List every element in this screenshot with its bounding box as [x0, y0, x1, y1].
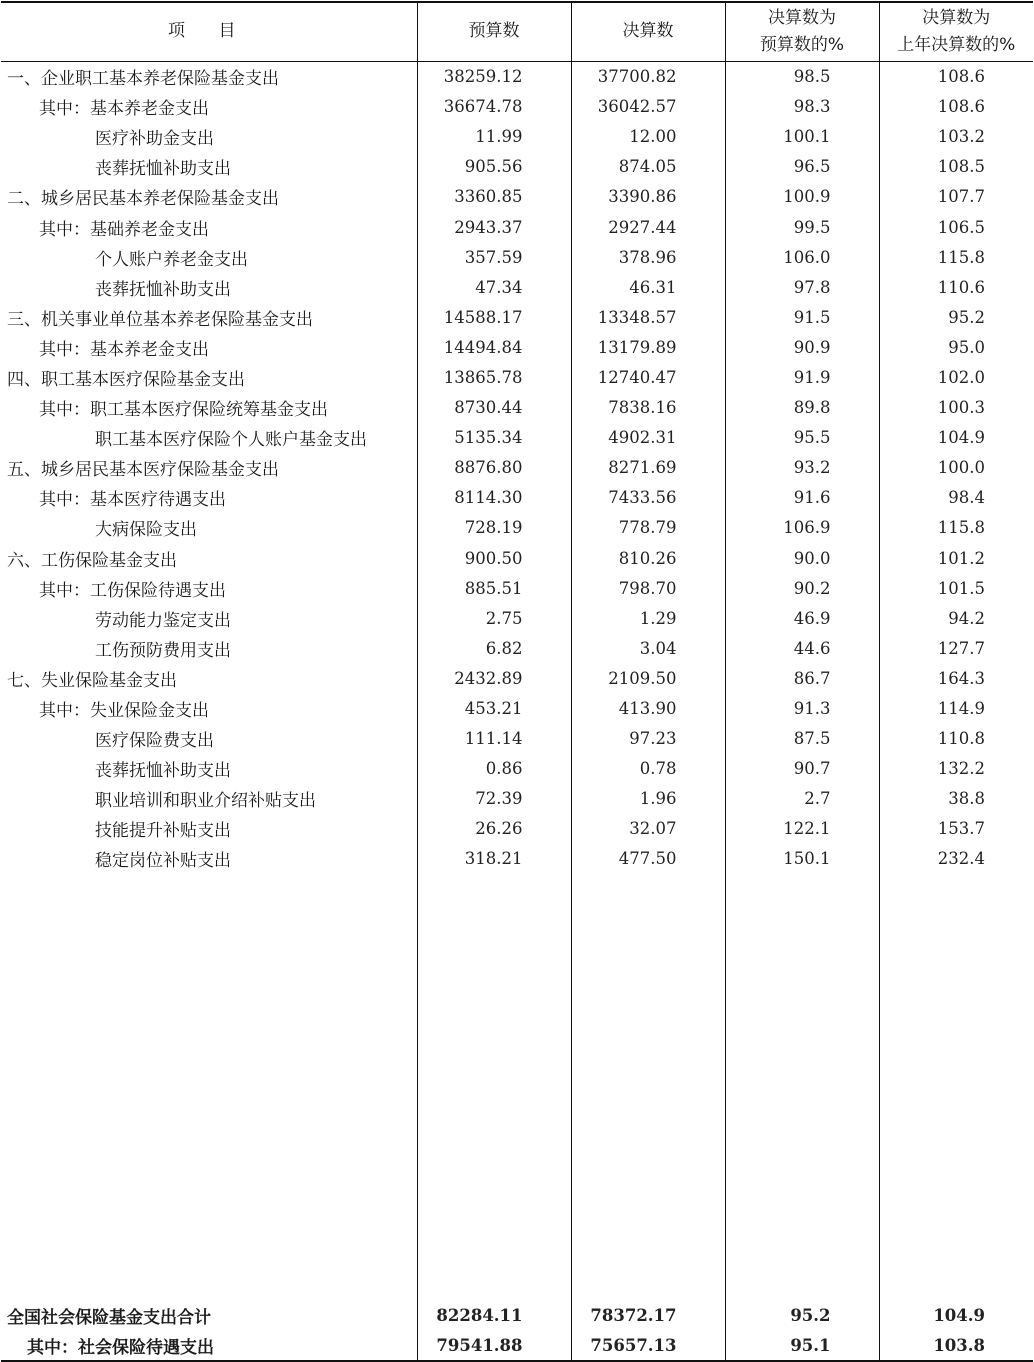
row-final: 3.04 [571, 633, 725, 663]
row-label: 职业培训和职业介绍补贴支出 [95, 791, 316, 812]
row-label: 四、职工基本医疗保险基金支出 [7, 369, 245, 390]
table-row [1, 844, 1033, 874]
row-budget: 357.59 [417, 242, 571, 272]
row-budget: 5135.34 [417, 423, 571, 453]
row-label: 医疗保险费支出 [95, 731, 214, 752]
row-budget: 11.99 [417, 122, 571, 152]
row-label: 其中：基本养老金支出 [39, 339, 209, 360]
row-budget: 8876.80 [417, 453, 571, 483]
table-row [1, 272, 1033, 302]
row-label: 其中：职工基本医疗保险统筹基金支出 [39, 400, 328, 421]
row-pct-prev: 100.0 [879, 453, 1033, 483]
table-row [1, 754, 1033, 784]
row-budget: 900.50 [417, 543, 571, 573]
row-pct-budget: 86.7 [725, 663, 879, 693]
row-label: 医疗补助金支出 [95, 129, 214, 150]
row-pct-budget: 100.1 [725, 122, 879, 152]
table-row [1, 423, 1033, 453]
row-label: 一、企业职工基本养老保险基金支出 [7, 69, 279, 90]
total-label: 全国社会保险基金支出合计 [7, 1307, 211, 1328]
budget-expenditure-table-page [1, 1, 1033, 1358]
table-row [1, 182, 1033, 212]
row-pct-prev: 153.7 [879, 814, 1033, 844]
table-row [1, 663, 1033, 693]
row-final: 2109.50 [571, 663, 725, 693]
row-pct-prev: 232.4 [879, 844, 1033, 874]
header-pct-budget-line1: 决算数为 [768, 7, 836, 28]
table-row [1, 603, 1033, 633]
row-pct-budget: 93.2 [725, 453, 879, 483]
row-budget: 728.19 [417, 513, 571, 543]
row-pct-prev: 108.6 [879, 61, 1033, 92]
row-label: 五、城乡居民基本医疗保险基金支出 [7, 460, 279, 481]
row-final: 810.26 [571, 543, 725, 573]
row-label: 丧葬抚恤补助支出 [95, 279, 231, 300]
row-budget: 2.75 [417, 603, 571, 633]
row-budget: 26.26 [417, 814, 571, 844]
table-row [1, 92, 1033, 122]
total-final: 78372.17 [571, 1300, 725, 1330]
row-pct-budget: 96.5 [725, 152, 879, 182]
row-label: 个人账户养老金支出 [95, 249, 248, 270]
row-final: 3390.86 [571, 182, 725, 212]
subtotal-budget: 79541.88 [417, 1330, 571, 1361]
row-pct-budget: 90.9 [725, 332, 879, 362]
row-label: 工伤预防费用支出 [95, 640, 231, 661]
table-row [1, 693, 1033, 723]
row-budget: 2943.37 [417, 212, 571, 242]
row-pct-budget: 90.0 [725, 543, 879, 573]
row-pct-budget: 91.6 [725, 483, 879, 513]
row-final: 8271.69 [571, 453, 725, 483]
row-budget: 8730.44 [417, 393, 571, 423]
row-label: 技能提升补贴支出 [95, 821, 231, 842]
total-pct-budget: 95.2 [725, 1300, 879, 1330]
row-label: 七、失业保险基金支出 [7, 670, 177, 691]
row-final: 97.23 [571, 724, 725, 754]
row-pct-prev: 115.8 [879, 242, 1033, 272]
row-pct-budget: 46.9 [725, 603, 879, 633]
row-label: 其中：基本医疗待遇支出 [39, 490, 226, 511]
row-pct-prev: 38.8 [879, 784, 1033, 814]
table-row [1, 724, 1033, 754]
table-row [1, 362, 1033, 392]
row-pct-prev: 127.7 [879, 633, 1033, 663]
header-pct-prev-line2: 上年决算数的% [897, 34, 1016, 55]
row-pct-prev: 101.5 [879, 573, 1033, 603]
row-budget: 453.21 [417, 693, 571, 723]
row-budget: 8114.30 [417, 483, 571, 513]
row-budget: 38259.12 [417, 61, 571, 92]
table-row [1, 573, 1033, 603]
social-insurance-expenditure-table [1, 1, 1033, 1362]
header-pct-prev [879, 2, 1033, 61]
table-row [1, 61, 1033, 92]
empty-spacer-row [1, 874, 1033, 1300]
total-pct-prev: 104.9 [879, 1300, 1033, 1330]
table-row [1, 513, 1033, 543]
row-final: 7433.56 [571, 483, 725, 513]
row-pct-prev: 110.8 [879, 724, 1033, 754]
row-pct-prev: 108.5 [879, 152, 1033, 182]
row-pct-budget: 87.5 [725, 724, 879, 754]
row-budget: 36674.78 [417, 92, 571, 122]
row-label: 其中：基本养老金支出 [39, 99, 209, 120]
row-pct-prev: 95.2 [879, 302, 1033, 332]
row-label: 大病保险支出 [95, 520, 197, 541]
row-pct-budget: 98.5 [725, 61, 879, 92]
row-label: 六、工伤保险基金支出 [7, 550, 177, 571]
row-pct-prev: 106.5 [879, 212, 1033, 242]
subtotal-label: 其中：社会保险待遇支出 [1, 1330, 417, 1361]
row-final: 4902.31 [571, 423, 725, 453]
row-budget: 72.39 [417, 784, 571, 814]
subtotal-pct-prev: 103.8 [879, 1330, 1033, 1361]
row-final: 36042.57 [571, 92, 725, 122]
row-budget: 6.82 [417, 633, 571, 663]
table-row [1, 543, 1033, 573]
row-pct-prev: 100.3 [879, 393, 1033, 423]
row-pct-budget: 95.5 [725, 423, 879, 453]
row-pct-prev: 115.8 [879, 513, 1033, 543]
row-pct-prev: 107.7 [879, 182, 1033, 212]
table-row [1, 212, 1033, 242]
row-budget: 2432.89 [417, 663, 571, 693]
row-final: 13348.57 [571, 302, 725, 332]
row-pct-budget: 98.3 [725, 92, 879, 122]
row-pct-prev: 108.6 [879, 92, 1033, 122]
subtotal-pct-budget: 95.1 [725, 1330, 879, 1361]
row-pct-prev: 110.6 [879, 272, 1033, 302]
row-pct-budget: 106.0 [725, 242, 879, 272]
row-label: 二、城乡居民基本养老保险基金支出 [7, 189, 279, 210]
row-budget: 905.56 [417, 152, 571, 182]
table-row [1, 633, 1033, 663]
row-final: 2927.44 [571, 212, 725, 242]
row-pct-budget: 90.7 [725, 754, 879, 784]
row-budget: 47.34 [417, 272, 571, 302]
header-pct-budget [725, 2, 879, 61]
row-pct-budget: 122.1 [725, 814, 879, 844]
row-label: 职工基本医疗保险个人账户基金支出 [95, 430, 367, 451]
row-label: 丧葬抚恤补助支出 [95, 761, 231, 782]
row-budget: 3360.85 [417, 182, 571, 212]
row-pct-prev: 104.9 [879, 423, 1033, 453]
row-budget: 318.21 [417, 844, 571, 874]
row-pct-budget: 91.9 [725, 362, 879, 392]
row-pct-prev: 164.3 [879, 663, 1033, 693]
row-budget: 14494.84 [417, 332, 571, 362]
total-budget: 82284.11 [417, 1300, 571, 1330]
row-pct-budget: 150.1 [725, 844, 879, 874]
row-final: 0.78 [571, 754, 725, 784]
row-pct-prev: 94.2 [879, 603, 1033, 633]
row-budget: 13865.78 [417, 362, 571, 392]
table-row [1, 242, 1033, 272]
row-budget: 111.14 [417, 724, 571, 754]
row-final: 7838.16 [571, 393, 725, 423]
row-pct-prev: 98.4 [879, 483, 1033, 513]
table-row [1, 152, 1033, 182]
row-label: 丧葬抚恤补助支出 [95, 159, 231, 180]
row-pct-budget: 90.2 [725, 573, 879, 603]
row-pct-budget: 44.6 [725, 633, 879, 663]
table-row [1, 453, 1033, 483]
row-final: 12.00 [571, 122, 725, 152]
header-budget: 预算数 [417, 2, 571, 61]
row-label: 三、机关事业单位基本养老保险基金支出 [7, 309, 313, 330]
table-header-row [1, 2, 1033, 61]
row-final: 798.70 [571, 573, 725, 603]
table-row [1, 393, 1033, 423]
row-pct-prev: 101.2 [879, 543, 1033, 573]
row-final: 12740.47 [571, 362, 725, 392]
table-row [1, 483, 1033, 513]
row-final: 1.29 [571, 603, 725, 633]
row-pct-budget: 106.9 [725, 513, 879, 543]
header-pct-budget-line2: 预算数的% [759, 34, 845, 55]
row-final: 778.79 [571, 513, 725, 543]
table-row [1, 332, 1033, 362]
row-pct-budget: 100.9 [725, 182, 879, 212]
row-label: 其中：失业保险金支出 [39, 701, 209, 722]
row-final: 874.05 [571, 152, 725, 182]
row-label: 稳定岗位补贴支出 [95, 851, 231, 872]
row-pct-prev: 102.0 [879, 362, 1033, 392]
header-item: 项 目 [1, 2, 417, 61]
row-label: 劳动能力鉴定支出 [95, 610, 231, 631]
row-final: 477.50 [571, 844, 725, 874]
row-pct-prev: 132.2 [879, 754, 1033, 784]
row-pct-budget: 2.7 [725, 784, 879, 814]
subtotal-row [1, 1330, 1033, 1361]
row-final: 413.90 [571, 693, 725, 723]
row-final: 46.31 [571, 272, 725, 302]
row-pct-budget: 91.5 [725, 302, 879, 332]
total-row [1, 1300, 1033, 1330]
row-final: 378.96 [571, 242, 725, 272]
row-pct-budget: 97.8 [725, 272, 879, 302]
row-pct-budget: 89.8 [725, 393, 879, 423]
row-final: 32.07 [571, 814, 725, 844]
row-label: 其中：工伤保险待遇支出 [39, 580, 226, 601]
row-pct-budget: 99.5 [725, 212, 879, 242]
table-row [1, 122, 1033, 152]
row-budget: 0.86 [417, 754, 571, 784]
row-final: 1.96 [571, 784, 725, 814]
table-row [1, 302, 1033, 332]
table-row [1, 784, 1033, 814]
table-row [1, 814, 1033, 844]
header-final: 决算数 [571, 2, 725, 61]
row-pct-prev: 114.9 [879, 693, 1033, 723]
header-pct-prev-line1: 决算数为 [922, 7, 991, 28]
row-budget: 14588.17 [417, 302, 571, 332]
row-budget: 885.51 [417, 573, 571, 603]
row-final: 13179.89 [571, 332, 725, 362]
row-pct-budget: 91.3 [725, 693, 879, 723]
row-pct-prev: 103.2 [879, 122, 1033, 152]
subtotal-final: 75657.13 [571, 1330, 725, 1361]
row-final: 37700.82 [571, 61, 725, 92]
row-label: 其中：基础养老金支出 [39, 219, 209, 240]
row-pct-prev: 95.0 [879, 332, 1033, 362]
